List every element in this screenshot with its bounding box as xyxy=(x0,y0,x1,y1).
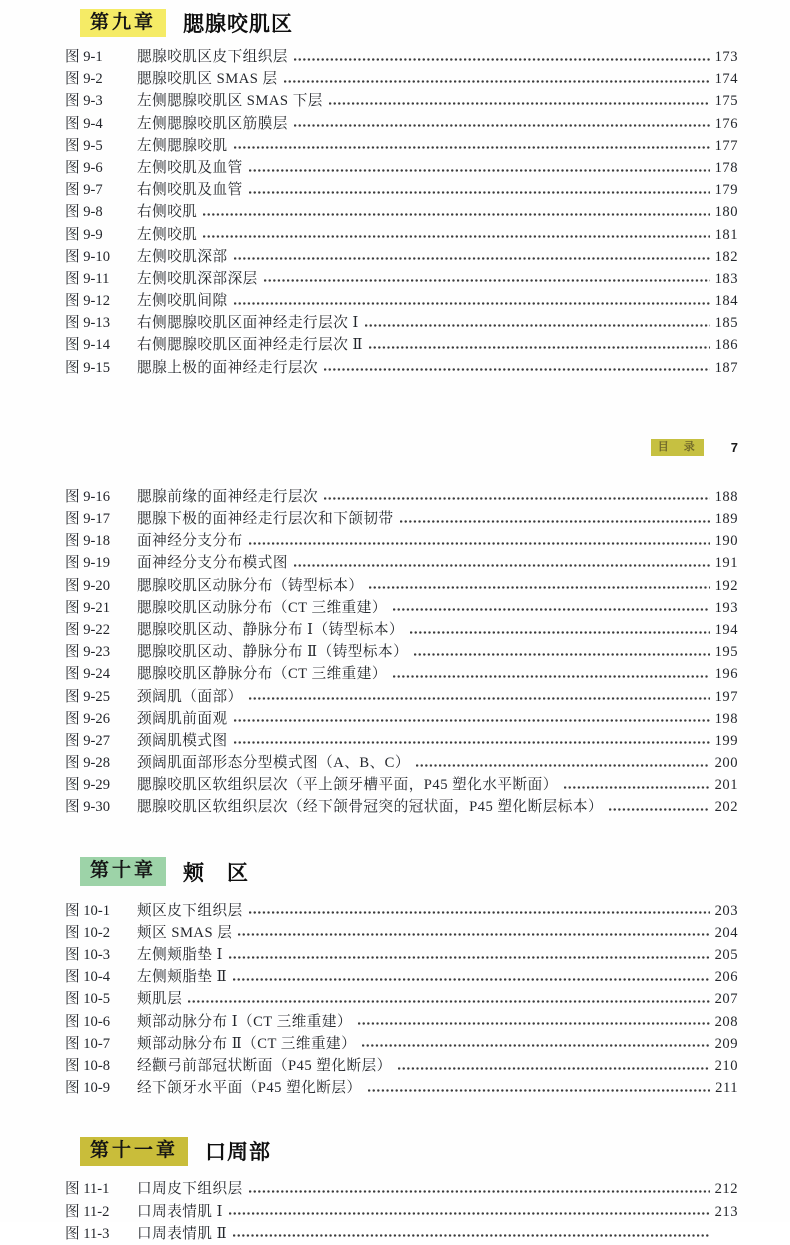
figure-label: 图 11-1 xyxy=(65,1181,110,1198)
figure-list-ch11 xyxy=(65,1178,738,1245)
toc-entry xyxy=(65,246,738,268)
toc-entry xyxy=(65,752,738,774)
figure-label: 图 9-7 xyxy=(65,182,103,199)
toc-entry xyxy=(65,1223,738,1245)
figure-title: 右侧咬肌及血管 xyxy=(137,182,243,199)
figure-label: 图 9-27 xyxy=(65,732,110,749)
toc-entry xyxy=(65,90,738,112)
chapter-heading xyxy=(80,1136,738,1166)
dot-leader xyxy=(398,1061,710,1072)
dot-leader xyxy=(264,273,710,284)
figure-label: 图 9-14 xyxy=(65,337,110,354)
dot-leader xyxy=(294,558,710,569)
toc-entry xyxy=(65,268,738,290)
figure-page: 184 xyxy=(714,293,738,310)
chapter-title: 颊 区 xyxy=(183,861,250,885)
figure-page: 177 xyxy=(714,137,738,154)
dot-leader xyxy=(324,362,710,373)
figure-page: 210 xyxy=(714,1057,738,1074)
dot-leader xyxy=(234,251,710,262)
figure-title: 左侧咬肌深部 xyxy=(137,248,228,265)
dot-leader xyxy=(369,580,710,591)
dot-leader xyxy=(329,96,710,107)
dot-leader xyxy=(393,602,710,613)
figure-label: 图 9-18 xyxy=(65,533,110,550)
dot-leader xyxy=(234,140,710,151)
figure-page: 188 xyxy=(714,488,738,505)
dot-leader xyxy=(400,514,710,525)
toc-entry xyxy=(65,224,738,246)
figure-title: 腮腺上极的面神经走行层次 xyxy=(137,359,319,376)
toc-entry xyxy=(65,201,738,223)
toc-entry xyxy=(65,686,738,708)
figure-page: 199 xyxy=(714,732,738,749)
toc-entry xyxy=(65,552,738,574)
dot-leader xyxy=(203,229,710,240)
figure-title: 腮腺下极的面神经走行层次和下颌韧带 xyxy=(137,511,394,527)
figure-title: 面神经分支分布 xyxy=(137,533,243,550)
figure-list-ch9-part2 xyxy=(65,486,738,819)
figure-label: 图 9-28 xyxy=(65,755,110,772)
figure-label: 图 9-16 xyxy=(65,488,110,505)
toc-entry xyxy=(65,796,738,818)
dot-leader xyxy=(249,691,710,702)
dot-leader xyxy=(234,735,710,746)
figure-title: 颊区皮下组织层 xyxy=(137,902,243,919)
figure-title: 经下颌牙水平面（P45 塑化断层） xyxy=(137,1080,362,1097)
figure-page: 181 xyxy=(714,226,738,243)
figure-page: 192 xyxy=(714,577,738,594)
figure-title: 口周表情肌 Ⅰ xyxy=(137,1203,223,1220)
figure-title: 左侧腮腺咬肌区筋膜层 xyxy=(137,115,288,132)
toc-entry xyxy=(65,663,738,685)
dot-leader xyxy=(249,1184,710,1195)
figure-page: 186 xyxy=(714,337,738,354)
figure-label: 图 10-3 xyxy=(65,947,110,963)
toc-entry xyxy=(65,1011,738,1033)
toc-entry xyxy=(65,334,738,356)
figure-title: 腮腺咬肌区动脉分布（CT 三维重建） xyxy=(137,599,387,616)
figure-label: 图 11-2 xyxy=(65,1203,110,1220)
figure-page: 182 xyxy=(714,248,738,265)
figure-page: 211 xyxy=(715,1080,738,1097)
figure-label: 图 9-15 xyxy=(65,359,110,376)
figure-label: 图 9-8 xyxy=(65,204,103,221)
toc-entry xyxy=(65,575,738,597)
figure-label: 图 9-11 xyxy=(65,270,110,287)
dot-leader xyxy=(229,950,710,961)
figure-label: 图 9-3 xyxy=(65,93,103,110)
figure-title: 口周皮下组织层 xyxy=(137,1181,243,1198)
figure-page: 208 xyxy=(714,1013,738,1030)
figure-label: 图 10-6 xyxy=(65,1013,110,1030)
toc-entry xyxy=(65,1033,738,1055)
dot-leader xyxy=(414,647,710,658)
figure-page: 198 xyxy=(714,710,738,727)
figure-page: 196 xyxy=(714,666,738,683)
figure-label: 图 9-17 xyxy=(65,511,110,527)
dot-leader xyxy=(249,163,710,174)
figure-title: 经颧弓前部冠状断面（P45 塑化断层） xyxy=(137,1057,392,1074)
figure-page: 194 xyxy=(714,621,738,638)
figure-label: 图 10-4 xyxy=(65,969,110,986)
figure-label: 图 9-4 xyxy=(65,115,103,132)
figure-title: 右侧咬肌 xyxy=(137,204,198,221)
toc-entry xyxy=(65,900,738,922)
figure-label: 图 9-12 xyxy=(65,293,110,310)
figure-page: 178 xyxy=(714,159,738,176)
figure-page: 212 xyxy=(714,1181,738,1198)
figure-page: 209 xyxy=(714,1035,738,1052)
figure-title: 左侧咬肌及血管 xyxy=(137,159,243,176)
figure-label: 图 10-1 xyxy=(65,902,110,919)
dot-leader xyxy=(564,780,710,791)
figure-label: 图 10-5 xyxy=(65,991,110,1008)
dot-leader xyxy=(410,625,710,636)
dot-leader xyxy=(365,318,710,329)
figure-page: 201 xyxy=(714,777,738,794)
toc-entry xyxy=(65,1055,738,1077)
figure-list-ch9-part1 xyxy=(65,46,738,379)
toc-entry xyxy=(65,1077,738,1099)
figure-title: 口周表情肌 Ⅱ xyxy=(137,1225,228,1242)
toc-entry xyxy=(65,290,738,312)
figure-label: 图 9-5 xyxy=(65,137,103,154)
figure-label: 图 10-8 xyxy=(65,1057,110,1074)
figure-page: 174 xyxy=(714,71,738,88)
figure-title: 左侧咬肌深部深层 xyxy=(137,270,258,287)
figure-label: 图 11-3 xyxy=(65,1225,110,1242)
figure-label: 图 9-10 xyxy=(65,248,110,265)
toc-entry xyxy=(65,486,738,508)
chapter-number-badge: 第九章 xyxy=(80,9,166,38)
chapter-10-section xyxy=(65,857,738,1100)
chapter-11-section xyxy=(65,1136,738,1245)
figure-title: 颊肌层 xyxy=(137,991,183,1008)
toc-entry xyxy=(65,357,738,379)
figure-page: 207 xyxy=(714,991,738,1008)
dot-leader xyxy=(234,713,710,724)
toc-entry xyxy=(65,68,738,90)
figure-label: 图 9-13 xyxy=(65,315,110,332)
toc-entry xyxy=(65,135,738,157)
figure-title: 右侧腮腺咬肌区面神经走行层次 Ⅱ xyxy=(137,337,363,354)
figure-title: 腮腺咬肌区动、静脉分布 Ⅰ（铸型标本） xyxy=(137,621,405,638)
figure-page: 175 xyxy=(714,93,738,110)
folio-page-number: 7 xyxy=(730,439,738,455)
dot-leader xyxy=(362,1038,710,1049)
figure-title: 颈阔肌（面部） xyxy=(137,688,243,705)
figure-label: 图 9-24 xyxy=(65,666,110,683)
toc-entry xyxy=(65,641,738,663)
dot-leader xyxy=(233,1228,710,1239)
dot-leader xyxy=(249,905,710,916)
dot-leader xyxy=(416,758,710,769)
toc-entry xyxy=(65,597,738,619)
toc-entry xyxy=(65,966,738,988)
figure-page: 190 xyxy=(714,533,738,550)
chapter-title: 腮腺咬肌区 xyxy=(183,13,294,36)
toc-entry xyxy=(65,774,738,796)
dot-leader xyxy=(324,491,710,502)
figure-page: 180 xyxy=(714,204,738,221)
toc-entry xyxy=(65,508,738,530)
figure-title: 左侧颊脂垫 Ⅰ xyxy=(137,947,223,963)
figure-label: 图 9-1 xyxy=(65,49,103,65)
figure-page: 197 xyxy=(714,688,738,705)
figure-page: 185 xyxy=(714,315,738,332)
figure-title: 腮腺前缘的面神经走行层次 xyxy=(137,488,319,505)
toc-entry xyxy=(65,46,738,68)
dot-leader xyxy=(294,52,710,63)
figure-label: 图 9-23 xyxy=(65,644,110,661)
chapter-heading xyxy=(80,8,738,38)
toc-entry xyxy=(65,113,738,135)
figure-page: 213 xyxy=(714,1203,738,1220)
chapter-title: 口周部 xyxy=(205,1141,272,1165)
dot-leader xyxy=(249,536,710,547)
dot-leader xyxy=(294,118,710,129)
figure-page: 183 xyxy=(714,270,738,287)
figure-title: 颈阔肌前面观 xyxy=(137,710,228,727)
figure-list-ch10 xyxy=(65,900,738,1100)
figure-title: 颊部动脉分布 Ⅰ（CT 三维重建） xyxy=(137,1013,353,1030)
figure-label: 图 10-9 xyxy=(65,1080,110,1097)
chapter-heading xyxy=(80,857,738,887)
figure-title: 腮腺咬肌区软组织层次（平上颌牙槽平面，P45 塑化水平断面） xyxy=(137,777,558,794)
toc-entry xyxy=(65,619,738,641)
figure-title: 腮腺咬肌区静脉分布（CT 三维重建） xyxy=(137,666,387,683)
dot-leader xyxy=(234,296,710,307)
toc-entry xyxy=(65,922,738,944)
figure-title: 腮腺咬肌区软组织层次（经下颌骨冠突的冠状面，P45 塑化断层标本） xyxy=(137,799,604,816)
figure-page: 176 xyxy=(714,115,738,132)
toc-entry xyxy=(65,179,738,201)
figure-page: 179 xyxy=(714,182,738,199)
figure-label: 图 9-22 xyxy=(65,621,110,638)
figure-title: 腮腺咬肌区动、静脉分布 Ⅱ（铸型标本） xyxy=(137,644,409,661)
chapter-number-badge: 第十一章 xyxy=(80,1137,188,1166)
dot-leader xyxy=(358,1016,710,1027)
figure-page: 193 xyxy=(714,599,738,616)
figure-page: 206 xyxy=(714,969,738,986)
dot-leader xyxy=(203,207,710,218)
figure-page: 202 xyxy=(714,799,738,816)
figure-label: 图 9-25 xyxy=(65,688,110,705)
figure-title: 颈阔肌面部形态分型模式图（A、B、C） xyxy=(137,755,411,772)
figure-title: 左侧颊脂垫 Ⅱ xyxy=(137,969,228,986)
figure-page: 187 xyxy=(714,359,738,376)
figure-label: 图 9-6 xyxy=(65,159,103,176)
figure-page: 203 xyxy=(714,902,738,919)
figure-label: 图 9-26 xyxy=(65,710,110,727)
figure-label: 图 9-29 xyxy=(65,777,110,794)
figure-title: 腮腺咬肌区动脉分布（铸型标本） xyxy=(137,577,364,594)
figure-label: 图 9-20 xyxy=(65,577,110,594)
figure-page: 205 xyxy=(714,947,738,963)
figure-title: 左侧咬肌间隙 xyxy=(137,293,228,310)
toc-entry xyxy=(65,944,738,966)
figure-label: 图 9-21 xyxy=(65,599,110,616)
toc-entry xyxy=(65,530,738,552)
figure-label: 图 9-9 xyxy=(65,226,103,243)
dot-leader xyxy=(249,185,710,196)
figure-label: 图 9-30 xyxy=(65,799,110,816)
figure-page: 200 xyxy=(714,755,738,772)
dot-leader xyxy=(229,1206,710,1217)
toc-entry xyxy=(65,988,738,1010)
toc-entry xyxy=(65,730,738,752)
figure-label: 图 9-2 xyxy=(65,71,103,88)
toc-entry xyxy=(65,708,738,730)
figure-title: 颊部动脉分布 Ⅱ（CT 三维重建） xyxy=(137,1035,357,1052)
figure-page: 189 xyxy=(714,511,738,527)
toc-entry xyxy=(65,312,738,334)
figure-page: 173 xyxy=(714,49,738,65)
dot-leader xyxy=(238,927,710,938)
figure-label: 图 10-7 xyxy=(65,1035,110,1052)
figure-title: 腮腺咬肌区 SMAS 层 xyxy=(137,71,278,88)
dot-leader xyxy=(368,1083,710,1094)
figure-title: 左侧腮腺咬肌区 SMAS 下层 xyxy=(137,93,323,110)
figure-title: 腮腺咬肌区皮下组织层 xyxy=(137,49,288,65)
figure-title: 面神经分支分布模式图 xyxy=(137,555,288,572)
figure-title: 右侧腮腺咬肌区面神经走行层次 Ⅰ xyxy=(137,315,359,332)
chapter-number-badge: 第十章 xyxy=(80,857,166,886)
toc-entry xyxy=(65,1178,738,1200)
toc-entry xyxy=(65,157,738,179)
toc-label-badge: 目 录 xyxy=(651,439,704,456)
running-header xyxy=(65,439,738,456)
figure-label: 图 10-2 xyxy=(65,924,110,941)
figure-title: 颈阔肌模式图 xyxy=(137,732,228,749)
figure-page: 204 xyxy=(714,924,738,941)
figure-page: 191 xyxy=(714,555,738,572)
figure-title: 左侧腮腺咬肌 xyxy=(137,137,228,154)
dot-leader xyxy=(369,340,710,351)
chapter-9-section xyxy=(65,8,738,379)
dot-leader xyxy=(284,74,710,85)
figure-title: 左侧咬肌 xyxy=(137,226,198,243)
figure-title: 颊区 SMAS 层 xyxy=(137,924,233,941)
dot-leader xyxy=(233,972,710,983)
toc-entry xyxy=(65,1201,738,1223)
dot-leader xyxy=(188,994,710,1005)
dot-leader xyxy=(609,802,710,813)
figure-page: 195 xyxy=(714,644,738,661)
dot-leader xyxy=(393,669,710,680)
figure-label: 图 9-19 xyxy=(65,555,110,572)
